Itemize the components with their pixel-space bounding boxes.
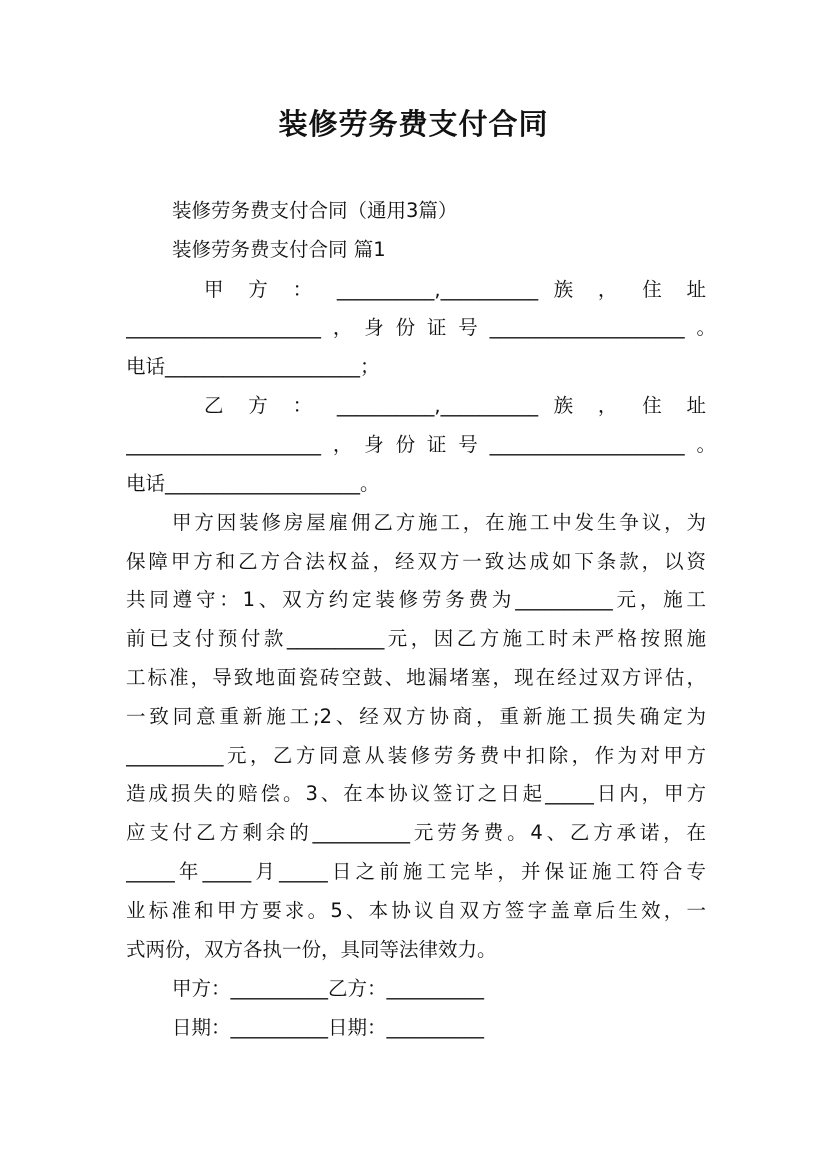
party-b-phone-line: 电话____________________。 [126,472,380,495]
document-title: 装修劳务费支付合同 [278,107,549,141]
body-paragraph-line: 造成损失的赔偿。3、在本协议签订之日起_____日内，甲方 [126,782,706,805]
party-b-line: 乙 方 ： __________,__________ 族 ， 住 址 [204,394,706,417]
body-paragraph-line: _____年_____月_____日之前施工完毕，并保证施工符合专 [126,860,706,883]
party-a-line: 甲 方 ： __________,__________ 族 ， 住 址 [204,278,706,301]
body-paragraph-line: 前已支付预付款__________元，因乙方施工时未严格按照施 [126,627,706,650]
body-paragraph-line: 工标准，导致地面瓷砖空鼓、地漏堵塞，现在经过双方评估， [126,666,706,689]
body-paragraph-line: 应支付乙方剩余的__________元劳务费。4、乙方承诺，在 [126,821,706,844]
body-paragraph-line: 一致同意重新施工;2、经双方协商，重新施工损失确定为 [126,705,706,728]
body-paragraph-line: 式两份，双方各执一份，具同等法律效力。 [126,938,497,961]
body-paragraph-line: 业标准和甲方要求。5、本协议自双方签字盖章后生效，一 [126,899,706,922]
body-paragraph-line: __________元，乙方同意从装修劳务费中扣除，作为对甲方 [126,744,706,767]
party-a-id-line: ____________________，身份证号____________________。 [126,316,716,339]
party-b-id-line: ____________________，身份证号____________________。 [126,433,716,456]
party-a-phone-line: 电话____________________； [126,355,380,378]
doc-section-heading: 装修劳务费支付合同 篇1 [172,238,386,261]
date-line: 日期：__________日期：__________ [172,1016,485,1039]
body-paragraph-line: 保障甲方和乙方合法权益，经双方一致达成如下条款，以资 [126,550,706,573]
doc-subtitle: 装修劳务费支付合同（通用3篇） [172,199,458,222]
body-paragraph-line: 甲方因装修房屋雇佣乙方施工，在施工中发生争议，为 [172,511,706,534]
signature-line: 甲方：__________乙方：__________ [172,977,485,1000]
body-paragraph-line: 共同遵守：1、双方约定装修劳务费为__________元，施工 [126,588,706,611]
